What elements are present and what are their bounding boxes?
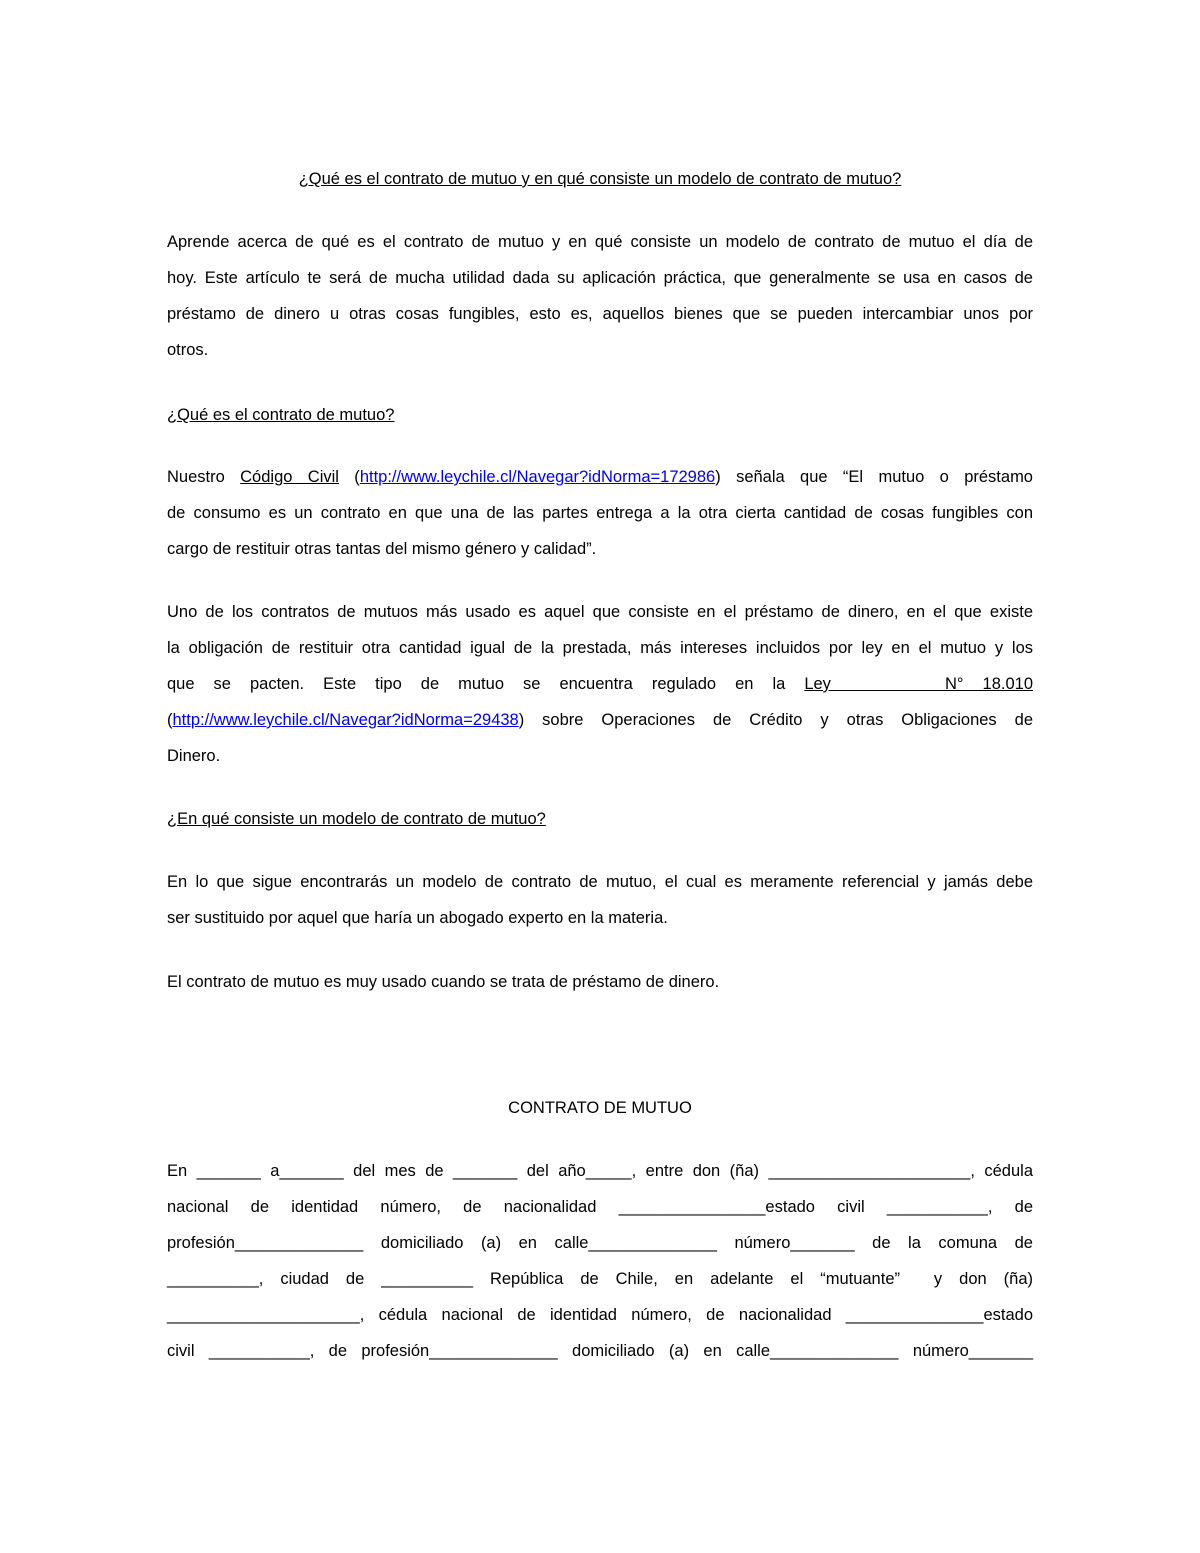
contract-line: En _______ a_______ del mes de _______ del año_____, entre don (ña) ______________________, cédula — [167, 1162, 1033, 1180]
contract-line: _____________________, cédula nacional de identidad número, de nacionalidad _______________estado — [167, 1306, 1033, 1324]
contract-line: profesión______________ domiciliado (a) en calle______________ número_______ de la comuna de — [167, 1234, 1033, 1252]
intro-line: préstamo de dinero u otras cosas fungibles, esto es, aquellos bienes que se pueden intercambiar unos por — [167, 305, 1033, 323]
paragraph-line: de consumo es un contrato en que una de las partes entrega a la otra cierta cantidad de cosas fungibles con — [167, 504, 1033, 522]
mutuo-dinero-paragraph — [167, 594, 1033, 774]
text: ( — [167, 711, 173, 729]
text: ( — [338, 468, 360, 486]
text: ) sobre Operaciones de Crédito y otras Obligaciones de — [518, 711, 1033, 729]
paragraph-line: En lo que sigue encontrarás un modelo de contrato de mutuo, el cual es meramente referencial y jamás debe — [167, 873, 1033, 891]
text: Nuestro — [167, 468, 241, 486]
contract-line: __________, ciudad de __________ República de Chile, en adelante el “mutuante” y don (ña) — [167, 1270, 1033, 1288]
paragraph-line: ser sustituido por aquel que haría un abogado experto en la materia. — [167, 909, 668, 927]
codigo-civil-ref: Código Civil — [240, 468, 339, 486]
intro-line: Aprende acerca de qué es el contrato de mutuo y en qué consiste un modelo de contrato de mutuo el día de — [167, 233, 1033, 251]
section-heading-que-es: ¿Qué es el contrato de mutuo? — [167, 406, 395, 424]
contract-line: civil ___________, de profesión______________ domiciliado (a) en calle______________ número_______ — [167, 1342, 1033, 1360]
text: que se pacten. Este tipo de mutuo se encuentra regulado en la — [167, 675, 805, 693]
paragraph-line — [167, 666, 1033, 702]
paragraph-line — [167, 459, 1033, 495]
document-title: ¿Qué es el contrato de mutuo y en qué consiste un modelo de contrato de mutuo? — [298, 170, 902, 188]
section-heading-modelo: ¿En qué consiste un modelo de contrato de mutuo? — [167, 810, 546, 828]
ley-link[interactable]: http://www.leychile.cl/Navegar?idNorma=29438 — [172, 711, 519, 729]
paragraph-line: Uno de los contratos de mutuos más usado es aquel que consiste en el préstamo de dinero, en el que existe — [167, 603, 1033, 621]
codigo-civil-paragraph — [167, 459, 1033, 567]
ley-ref: Ley N° 18.010 — [804, 675, 1033, 693]
paragraph-line: El contrato de mutuo es muy usado cuando se trata de préstamo de dinero. — [167, 973, 720, 991]
intro-line: otros. — [167, 341, 209, 359]
paragraph-line: cargo de restituir otras tantas del mismo género y calidad”. — [167, 540, 597, 558]
contract-line: nacional de identidad número, de nacionalidad ________________estado civil ___________, de — [167, 1198, 1033, 1216]
contract-body — [167, 1153, 1033, 1369]
modelo-paragraph — [167, 864, 1033, 936]
text: ) señala que “El mutuo o préstamo — [715, 468, 1033, 486]
contract-title: CONTRATO DE MUTUO — [508, 1099, 692, 1117]
intro-paragraph — [167, 224, 1033, 368]
paragraph-line: la obligación de restituir otra cantidad igual de la prestada, más intereses incluidos por ley en el mutuo y los — [167, 639, 1033, 657]
paragraph-line: Dinero. — [167, 747, 221, 765]
codigo-civil-link[interactable]: http://www.leychile.cl/Navegar?idNorma=172986 — [359, 468, 716, 486]
intro-line: hoy. Este artículo te será de mucha utilidad dada su aplicación práctica, que generalmente se usa en casos de — [167, 269, 1033, 287]
uso-paragraph — [167, 964, 1033, 1000]
paragraph-line — [167, 702, 1033, 738]
